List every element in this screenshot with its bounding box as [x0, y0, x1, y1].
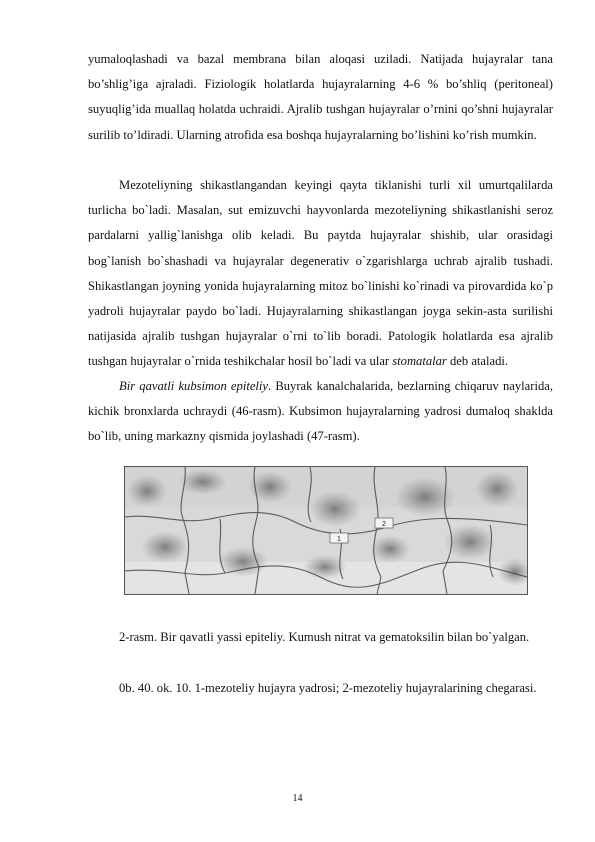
paragraph-2 [88, 173, 553, 375]
term-stomatalar: stomatalar [392, 354, 447, 369]
figure-label-2: 2 [382, 521, 386, 528]
figure-caption-legend: 0b. 40. ok. 10. 1-mezoteliy hujayra yadrosi; 2-mezoteliy hujayralarining chegarasi. [119, 681, 537, 695]
figure-label-1: 1 [337, 536, 341, 543]
micrograph-figure [124, 466, 528, 595]
micrograph-image [125, 467, 527, 594]
paragraph-3 [88, 374, 553, 450]
figure-caption: 2-rasm. Bir qavatli yassi epiteliy. Kumush nitrat va gematoksilin bilan bo`yalgan. [119, 630, 530, 644]
paragraph-2-end: deb ataladi. [446, 354, 509, 369]
paragraph-2-body: Mezoteliyning shikastlangandan keyingi qayta tiklanishi turli xil umurtqalilarda turlicha bo`ladi. Masalan, sut emizuvchi hayvonlarda mezoteliyning shikastlanishi seroz pardalarni yallig`lanishga olib keladi. Bu paytda hujayralar shishib, ular orasidagi bog`lanish bo`shashadi va hujayralar degenerativ o`zgarishlarga uchrab ajralib tushadi. Shikastlangan joyning yonida hujayralarning mitoz bo`linishi ko`rinadi va pirovardida ko`p yadroli hujayralar paydo bo`ladi. Hujayralarning shikastlangan joyga sekin-asta surilishi natijasida ajralib tushgan hujayralar o`rni to`lib boradi. Patologik holatlarda esa ajralib tushgan hujayralar o`rnida teshikchalar hosil bo`ladi va ular [88, 178, 553, 369]
section-heading-term: Bir qavatli kubsimon epiteliy [119, 379, 268, 393]
paragraph-3-body: . Buyrak kanalchalarida, bezlarning chiqaruv naylarida, kichik bronxlarda uchraydi (46-rasm). Kubsimon hujayralarning yadrosi dumaloq shaklda bo`lib, uning markazny qismida joylashadi (47-rasm). [88, 379, 553, 444]
paragraph-1: yumaloqlashadi va bazal membrana bilan aloqasi uziladi. Natijada hujayralar tana bo’shlig’iga ajraladi. Fiziologik holatlarda hujayralarning 4-6 % bo’shliq (peritoneal) suyuqlig’ida muallaq holatda uchraidi. Ajralib tushgan hujayralar o’rnini qo’shni hujayralar surilib to’ldiradi. Ularning atrofida esa boshqa hujayralarning bo’lishini ko’rish mumkin. [88, 52, 553, 142]
page-number: 14 [292, 793, 303, 804]
